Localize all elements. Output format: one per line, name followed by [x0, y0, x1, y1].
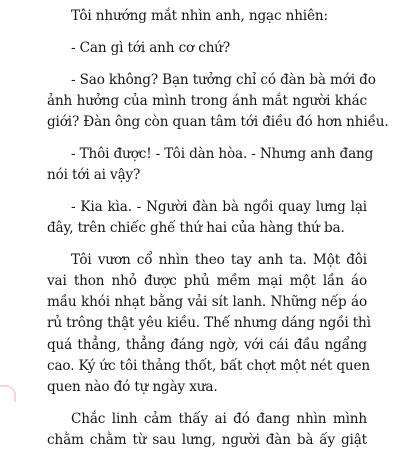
text-line: ảnh hưởng của mình trong ánh mắt người khác: [47, 92, 367, 109]
text-line: quen nào đó tự ngày xưa.: [47, 379, 218, 396]
text-line: Tôi vươn cổ nhìn theo tay anh ta. Một đôi: [71, 251, 367, 268]
text-line: - Thôi được! - Tôi dàn hòa. - Nhưng anh đang: [71, 145, 374, 162]
text-line: giới? Đàn ông còn quan tâm tới điều đó hơn nhiều.: [47, 114, 389, 130]
text-line: đây, trên chiếc ghế thứ hai của hàng thứ ba.: [47, 220, 345, 236]
text-column: [47, 6, 389, 462]
text-line: vai thon nhỏ được phủ mềm mại một lần áo: [47, 273, 367, 289]
paragraph: [47, 70, 389, 134]
text-line: chằm chằm từ sau lưng, người đàn bà ấy giật: [47, 432, 367, 449]
paragraph: [47, 250, 371, 398]
text-line: nói tới ai vậy?: [47, 167, 141, 183]
text-line: Chắc linh cảm thấy ai đó đang nhìn mình: [71, 410, 367, 427]
paragraph: [47, 144, 374, 186]
text-line: Tôi nhướng mắt nhìn anh, ngạc nhiên:: [71, 8, 328, 24]
text-line: quá thẳng, thẳng đáng ngờ, với cái đầu ngẩng: [47, 336, 367, 353]
text-line: mầu khói nhạt bằng vải sít lanh. Những nếp áo: [47, 294, 367, 311]
paragraph: [47, 38, 367, 59]
text-line: - Kia kìa. - Người đàn bà ngồi quay lưng lại: [71, 198, 367, 215]
page-ornament: [0, 385, 16, 402]
paragraph: [47, 197, 367, 239]
paragraph: [47, 409, 367, 451]
text-line: rủ trông thật yêu kiều. Thế nhưng dáng ngồi thì: [47, 315, 371, 332]
text-line: - Can gì tới anh cơ chứ?: [71, 39, 231, 56]
text-line: cao. Ký ức tôi thảng thốt, bất chợt một nét quen: [47, 357, 370, 374]
paragraph: [47, 6, 367, 27]
text-line: - Sao không? Bạn tưởng chỉ có đàn bà mới đo: [71, 71, 376, 88]
